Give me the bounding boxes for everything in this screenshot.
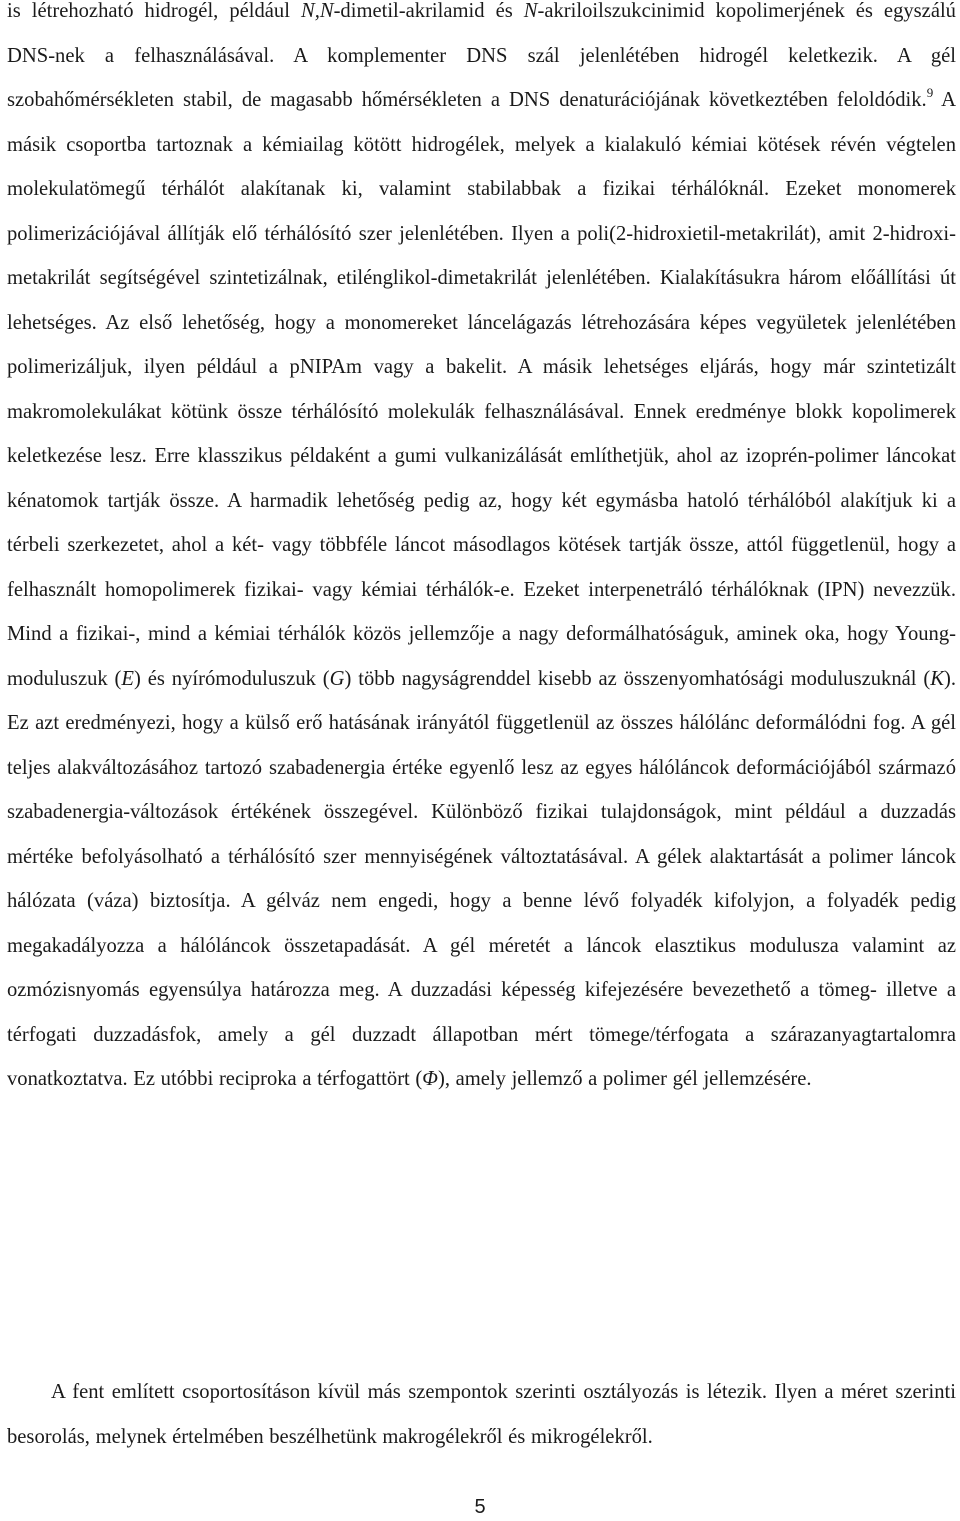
text-run: -dimetil-akrilamid és xyxy=(333,0,524,22)
italic-symbol-phi: Φ xyxy=(422,1068,438,1090)
text-run: -akriloilszukcinimid kopolimerjének és egyszálú DNS-nek a felhasználásával. A komplementer DNS szál jelenlétében hidrogél keletkezik. A gél szobahőmérsékleten stabil, de magasabb hőmérsékleten a DNS denaturációjának következtében feloldódik. xyxy=(7,0,956,111)
page-number: 5 xyxy=(474,1496,486,1518)
text-run: is létrehozható hidrogél, például xyxy=(7,0,301,22)
italic-run: N xyxy=(523,0,538,22)
italic-symbol-g: G xyxy=(329,667,345,690)
footnote-reference: 9 xyxy=(926,85,934,100)
italic-symbol-e: E xyxy=(121,667,135,690)
text-run: A fent említett csoportosításon kívül más szempontok szerinti osztályozás is létezik. Ilyen a méret szerinti besorolás, melynek értelmében beszélhetünk makrogélekről és mikrogélekről. xyxy=(7,1381,956,1448)
italic-run: N,N xyxy=(300,0,334,22)
text-run: A másik csoportba tartoznak a kémiailag kötött hidrogélek, melyek a kialakuló kémiai kötések révén végtelen molekulatömegű térhálót alakítanak ki, valamint stabilabbak a fizikai térhálóknál. Ezeket monomerek polimerizációjával állítják elő térhálósító szer jelenlétében. Ilyen a poli(2-hidroxietil-metakrilát), amit 2-hidroxi-metakrilát segítségével szintetizálnak, etilénglikol-dimetakrilát jelenlétében. Kialakításukra három előállítási út lehetséges. Az első lehetőség, hogy a monomereket láncelágazás létrehozására képes vegyületek jelenlétében polimerizáljuk, ilyen például a pNIPAm vagy a bakelit. A másik lehetséges eljárás, hogy már szintetizált makromolekulákat kötünk össze térhálósító molekulák felhasználásával. Ennek eredménye blokk kopolimerek keletkezése lesz. Erre klasszikus példaként a gumi vulkanizálását említhetjük, ahol az izoprén-polimer láncokat kénatomok tartják össze. A harmadik lehetőség pedig az, hogy két egymásba hatoló térhálóból alakítjuk ki a térbeli szerkezetet, ahol a két- vagy többféle láncot másodlagos kötések tartják össze, attól függetlenül, hogy a felhasznált homopolimerek fizikai- vagy kémiai térhálók-e. Ezeket interpenetráló térhálóknak (IPN) nevezzük. Mind a fizikai-, mind a kémiai térhálók közös jellemzője a nagy deformálhatóságuk, aminek oka, hogy Young-moduluszuk ( xyxy=(7,89,956,690)
body-paragraph-1 xyxy=(7,0,956,1102)
italic-symbol-k: K xyxy=(930,667,944,690)
text-run: ) és nyírómoduluszuk ( xyxy=(134,667,330,690)
text-run: ). Ez azt eredményezi, hogy a külső erő hatásának irányától függetlenül az összes hálólánc deformálódni fog. A gél teljes alakváltozásához tartozó szabadenergia értéke egyenlő lesz az egyes hálóláncok deformációjából származó szabadenergia-változások értékének összegével. Különböző fizikai tulajdonságok, mint például a duzzadás mértéke befolyásolható a térhálósító szer mennyiségének változtatásával. A gélek alaktartását a polimer láncok hálózata (váza) biztosítja. A gélváz nem engedi, hogy a benne lévő folyadék kifolyjon, a folyadék pedig megakadályozza a hálóláncok összetapadását. A gél méretét a láncok elasztikus modulusza valamint az ozmózisnyomás egyensúlya határozza meg. A duzzadási képesség kifejezésére bevezethető a tömeg- illetve a térfogati duzzadásfok, amely a gél duzzadt állapotban mért tömege/térfogata a szárazanyagtartalomra vonatkoztatva. Ez utóbbi reciproka a térfogattört ( xyxy=(7,667,956,1090)
text-run: ) több nagyságrenddel kisebb az összenyomhatósági moduluszuknál ( xyxy=(344,667,931,690)
text-run: ), amely jellemző a polimer gél jellemzésére. xyxy=(437,1068,812,1090)
body-paragraph-2 xyxy=(7,1370,956,1459)
